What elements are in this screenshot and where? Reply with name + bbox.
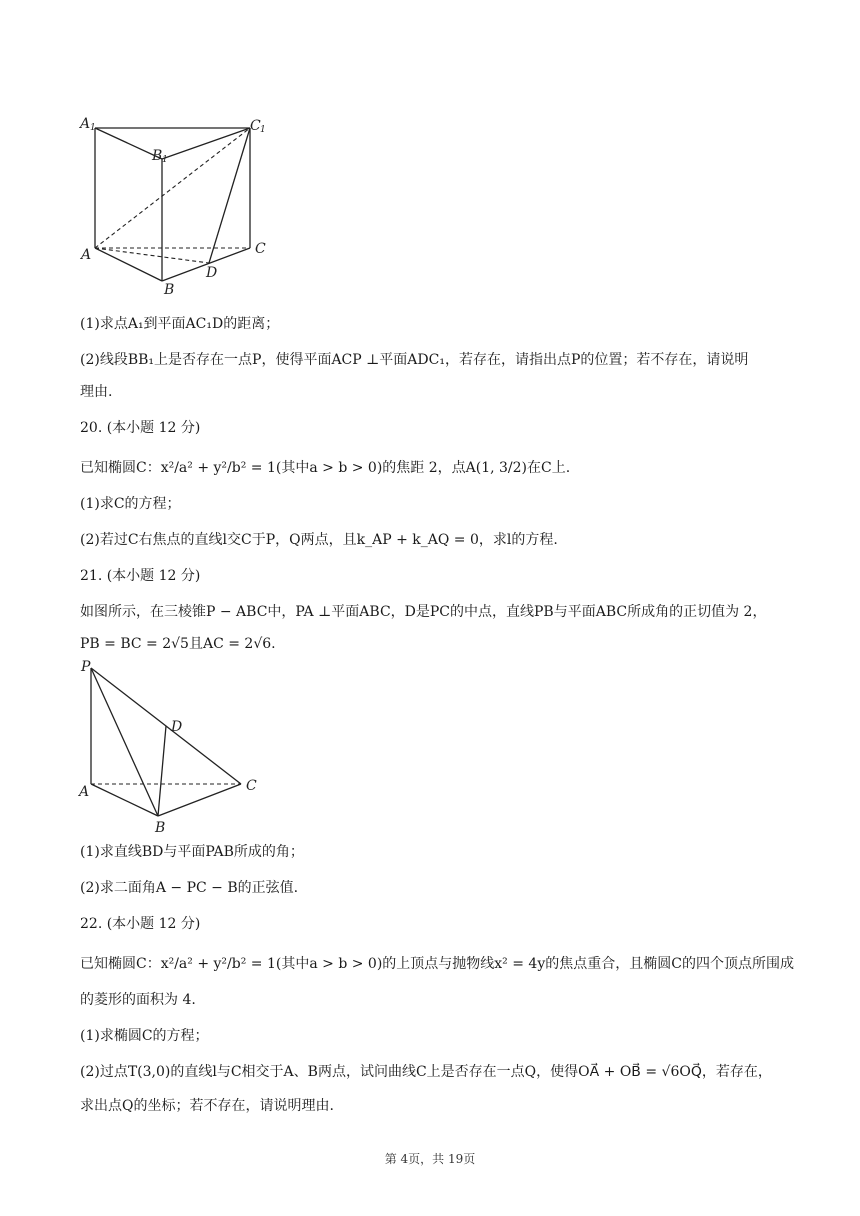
label-c: C bbox=[255, 241, 266, 257]
prism-diagram bbox=[78, 112, 278, 297]
page-footer: 第 4页，共 19页 bbox=[384, 1152, 476, 1166]
label-b1-sub: 1 bbox=[162, 155, 168, 165]
q19-part2-line1: (2)线段BB₁上是否存在一点P，使得平面ACP ⊥平面ADC₁，若存在，请指出点P的位置；若不存在，请说明 bbox=[80, 352, 749, 368]
q21-part2: (2)求二面角A − PC − B的正弦值. bbox=[80, 880, 299, 896]
label-b2: B bbox=[155, 820, 166, 836]
label-b: B bbox=[164, 282, 175, 297]
label-a1-sub: 1 bbox=[90, 123, 96, 133]
q22-stem-line2: 的菱形的面积为 4. bbox=[80, 992, 196, 1008]
q22-stem-line1: 已知椭圆C：x²/a² + y²/b² = 1(其中a > b > 0)的上顶点与抛物线x² = 4y的焦点重合，且椭圆C的四个顶点所围成 bbox=[80, 956, 794, 972]
q20-heading: 20. (本小题 12 分) bbox=[80, 420, 201, 436]
q20-part1: (1)求C的方程； bbox=[80, 496, 181, 512]
q22-part2-line1: (2)过点T(3,0)的直线l与C相交于A、B两点，试问曲线C上是否存在一点Q，使得OA⃗ + OB⃗ = √6OQ⃗，若存在， bbox=[80, 1064, 772, 1080]
q22-part1: (1)求椭圆C的方程； bbox=[80, 1028, 209, 1044]
q21-part1: (1)求直线BD与平面PAB所成的角； bbox=[80, 844, 304, 860]
q20-part2: (2)若过C右焦点的直线l交C于P，Q两点，且k_AP + k_AQ = 0，求l的方程. bbox=[80, 532, 558, 548]
q22-heading: 22. (本小题 12 分) bbox=[80, 916, 201, 932]
label-c2: C bbox=[246, 778, 257, 794]
label-p: P bbox=[81, 659, 91, 675]
label-c1: C bbox=[250, 118, 261, 134]
label-a1: A bbox=[80, 116, 91, 132]
q21-stem-line1: 如图所示，在三棱锥P − ABC中，PA ⊥平面ABC，D是PC的中点，直线PB与平面ABC所成角的正切值为 2， bbox=[80, 604, 767, 620]
figure-tetrahedron bbox=[78, 656, 268, 836]
label-a: A bbox=[81, 247, 92, 263]
q19-part1: (1)求点A₁到平面AC₁D的距离； bbox=[80, 316, 280, 332]
figure-prism bbox=[78, 112, 278, 297]
label-a2: A bbox=[79, 784, 90, 800]
label-d: D bbox=[206, 265, 218, 281]
q21-stem-line2: PB = BC = 2√5且AC = 2√6. bbox=[80, 636, 276, 652]
q22-part2-line2: 求出点Q的坐标；若不存在，请说明理由. bbox=[80, 1098, 334, 1114]
label-c1-sub: 1 bbox=[260, 125, 266, 135]
label-d2: D bbox=[171, 719, 183, 735]
q20-stem: 已知椭圆C：x²/a² + y²/b² = 1(其中a > b > 0)的焦距 2，点A(1, 3/2)在C上. bbox=[80, 460, 571, 476]
q21-heading: 21. (本小题 12 分) bbox=[80, 568, 201, 584]
label-b1: B bbox=[152, 148, 163, 164]
q19-part2-line2: 理由. bbox=[80, 384, 113, 400]
tetrahedron-diagram bbox=[78, 656, 268, 836]
